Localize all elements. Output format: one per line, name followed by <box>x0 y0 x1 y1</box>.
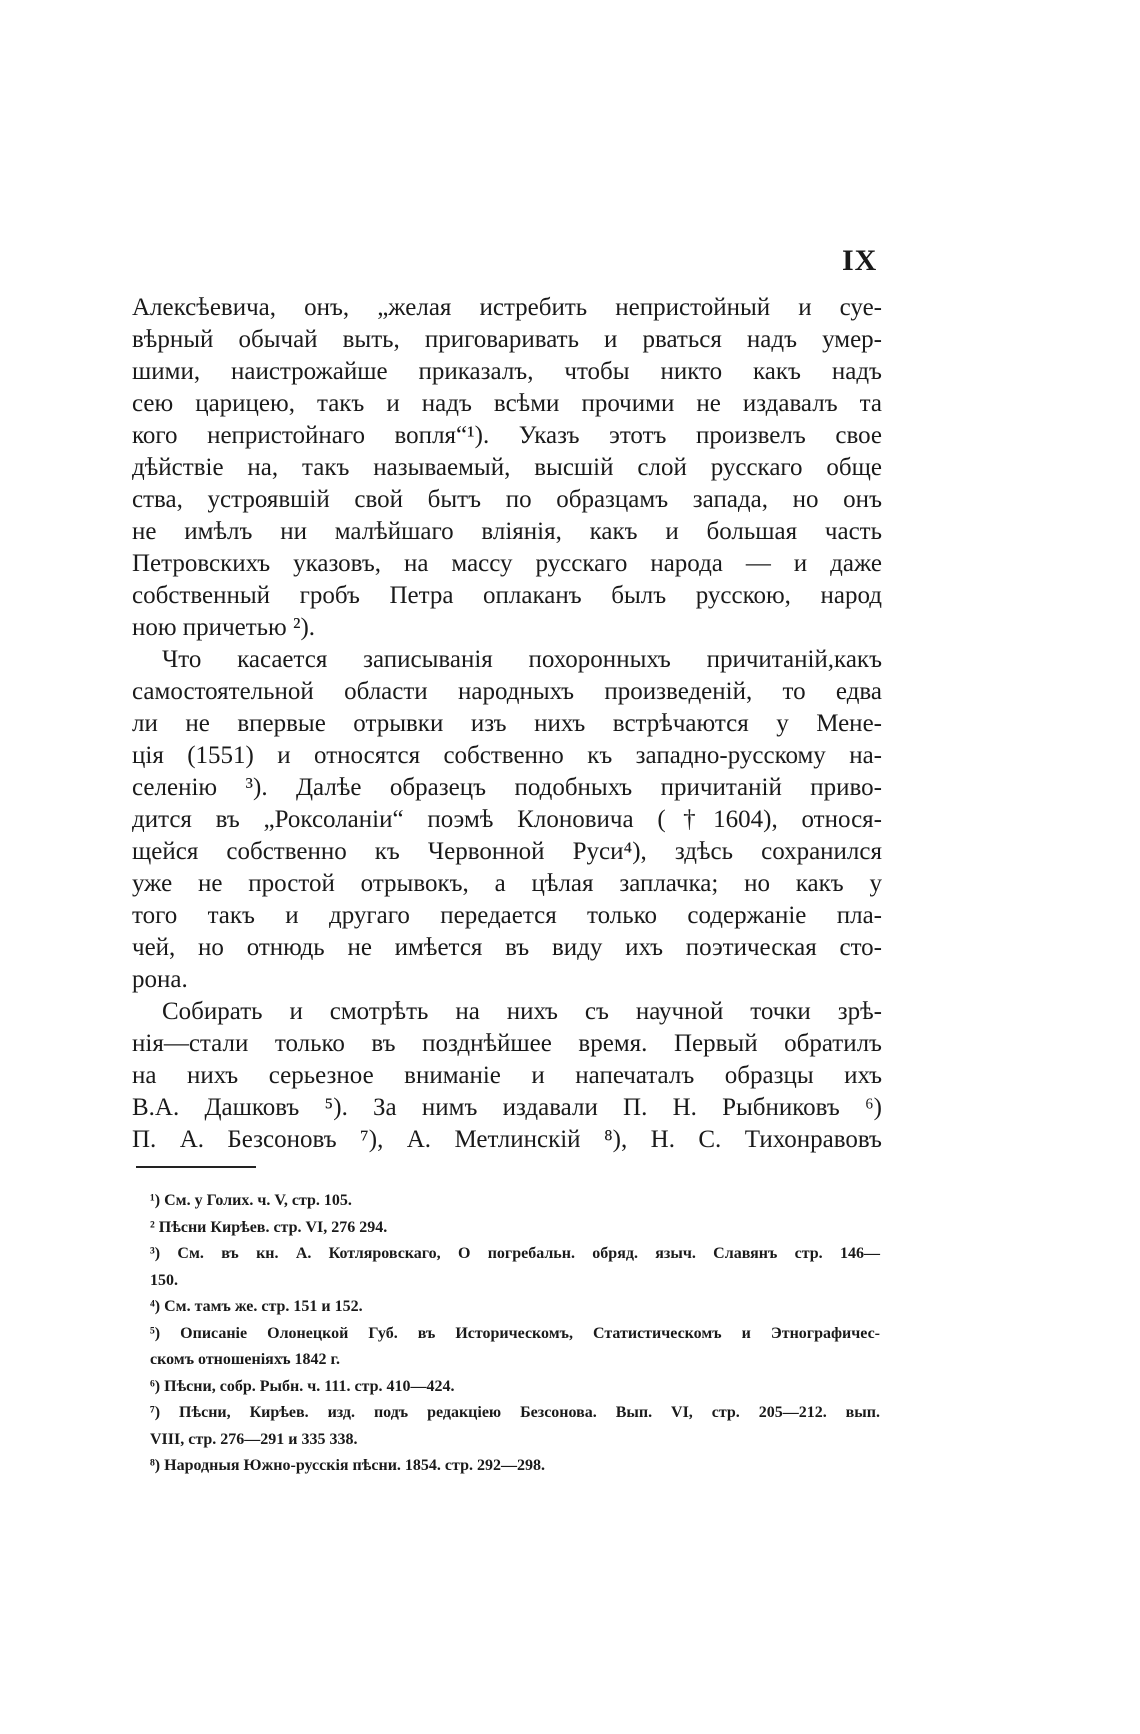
footnote-line: ³) См. въ кн. А. Котляровскаго, О погребальн. обряд. языч. Славянъ стр. 146— <box>150 1245 880 1262</box>
text-line: дится въ „Роксоланіи“ поэмѣ Клоновича (†1604), относя- <box>132 806 882 833</box>
text-line: собственный гробъ Петра оплаканъ былъ русскою, народ <box>132 582 882 609</box>
footnote-2 <box>150 1215 880 1242</box>
footnote-8 <box>150 1453 880 1480</box>
text-line: уже не простой отрывокъ, а цѣлая заплачка; но какъ у <box>132 870 882 897</box>
text-line: того такъ и другаго передается только содержаніе пла- <box>132 902 882 929</box>
text-line: Петровскихъ указовъ, на массу русскаго народа — и даже <box>132 550 882 577</box>
footnote-line: 150. <box>150 1271 178 1289</box>
text-line: Алексѣевича, онъ, „желая истребить непристойный и суе- <box>132 294 882 321</box>
footnote-line: ¹) См. у Голих. ч. V, стр. 105. <box>150 1192 352 1209</box>
text-line: сею царицею, такъ и надъ всѣми прочими не издавалъ та <box>132 390 882 417</box>
text-line: В.А. Дашковъ ⁵). За нимъ издавали П. Н. Рыбниковъ ⁶) <box>132 1094 882 1121</box>
footnote-6 <box>150 1374 880 1401</box>
text-line: вѣрный обычай выть, приговаривать и рваться надъ умер- <box>132 326 882 353</box>
text-line: ція (1551) и относятся собственно къ западно-русскому на- <box>132 742 882 769</box>
footnotes <box>150 1188 880 1480</box>
footnote-1 <box>150 1188 880 1215</box>
text-line: щейся собственно къ Червонной Руси⁴), здѣсь сохранился <box>132 838 882 865</box>
footnote-line: скомъ отношеніяхъ 1842 г. <box>150 1351 341 1368</box>
footnote-divider <box>136 1166 256 1168</box>
footnote-line: ⁶) Пѣсни, собр. Рыбн. ч. 111. стр. 410—424. <box>150 1377 455 1395</box>
footnote-3 <box>150 1241 880 1294</box>
footnote-7 <box>150 1400 880 1453</box>
text-line: селенію ³). Далѣе образецъ подобныхъ причитаній приво- <box>132 774 882 801</box>
text-line: на нихъ серьезное вниманіе и напечаталъ образцы ихъ <box>132 1062 882 1089</box>
text-line: дѣйствіе на, такъ называемый, высшій слой русскаго обще <box>132 454 882 481</box>
text-line: ли не впервые отрывки изъ нихъ встрѣчаются у Мене- <box>132 710 882 737</box>
text-line: самостоятельной области народныхъ произведеній, то едва <box>132 678 882 705</box>
text-line: Собирать и смотрѣть на нихъ съ научной точки зрѣ- <box>162 998 882 1025</box>
footnote-line: ⁴) См. тамъ же. стр. 151 и 152. <box>150 1298 363 1315</box>
text-line: чей, но отнюдь не имѣется въ виду ихъ поэтическая сто- <box>132 934 882 961</box>
main-text <box>132 292 882 1156</box>
footnote-line: ⁵) Описаніе Олонецкой Губ. въ Историческомъ, Статистическомъ и Этнографичес- <box>150 1324 880 1342</box>
footnote-line: ⁷) Пѣсни, Кирѣев. изд. подъ редакціею Безсонова. Вып. VI, стр. 205—212. вып. <box>150 1404 880 1421</box>
text-line: ства, устроявшій свой бытъ по образцамъ запада, но онъ <box>132 486 882 513</box>
footnote-line: ⁸) Народныя Южно-русскія пѣсни. 1854. стр. 292—298. <box>150 1457 545 1474</box>
text-line: рона. <box>132 966 188 993</box>
paragraph-1 <box>132 292 882 644</box>
text-line: не имѣлъ ни малѣйшаго вліянія, какъ и большая часть <box>132 518 882 545</box>
footnote-line: VIII, стр. 276—291 и 335 338. <box>150 1430 358 1448</box>
footnote-line: ² Пѣсни Кирѣев. стр. VI, 276 294. <box>150 1218 388 1236</box>
footnote-5 <box>150 1321 880 1374</box>
paragraph-2 <box>132 644 882 996</box>
text-line: Что касается записыванія похоронныхъ причитаній,какъ <box>162 646 882 673</box>
paragraph-3 <box>132 996 882 1156</box>
page-number: IX <box>842 244 878 277</box>
footnote-4 <box>150 1294 880 1321</box>
text-line: ною причетью ²). <box>132 614 316 641</box>
text-line: кого непристойнаго вопля“¹). Указъ этотъ произвелъ свое <box>132 422 882 449</box>
text-line: нія—стали только въ позднѣйшее время. Первый обратилъ <box>132 1030 882 1057</box>
text-line: шими, наистрожайше приказалъ, чтобы никто какъ надъ <box>132 358 882 385</box>
text-line: П. А. Безсоновъ ⁷), А. Метлинскій ⁸), Н. С. Тихонравовъ <box>132 1126 882 1153</box>
